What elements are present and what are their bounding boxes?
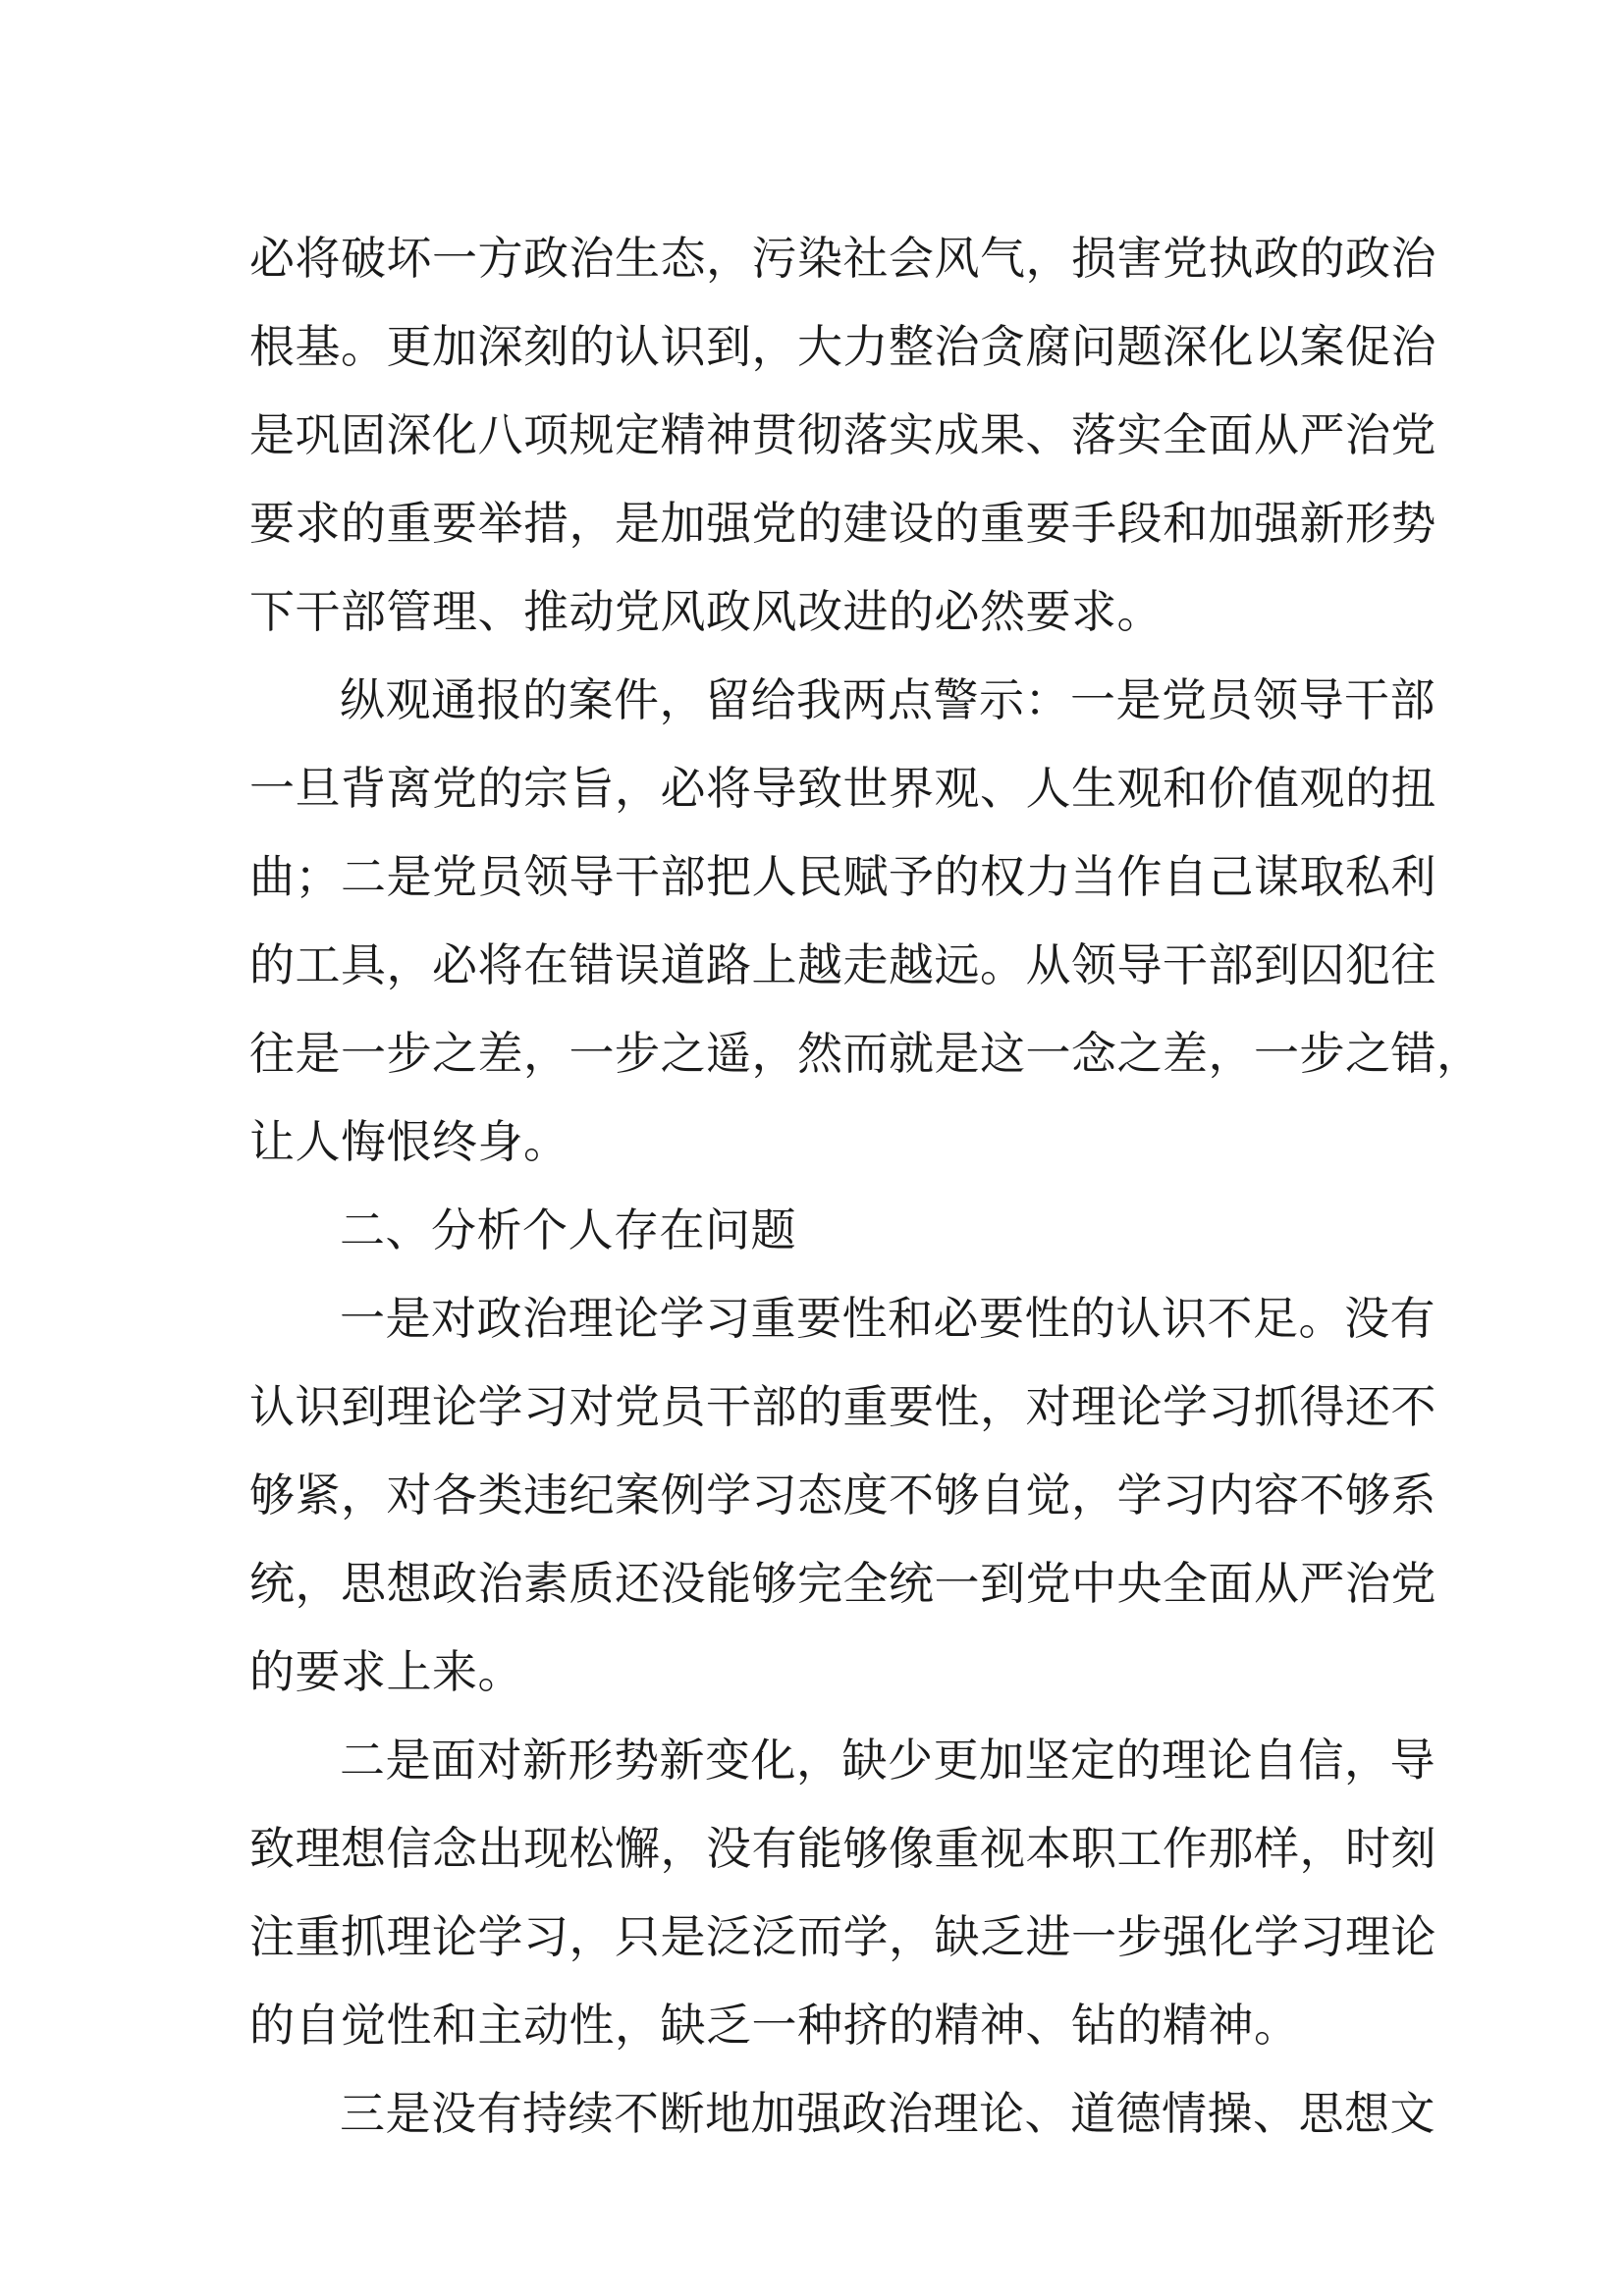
text-line: 的自觉性和主动性，缺乏一种挤的精神、钻的精神。 (249, 1999, 1300, 2052)
text-line: 让人悔恨终身。 (249, 1115, 569, 1168)
text-line: 够紧，对各类违纪案例学习态度不够自觉，学习内容不够系 (249, 1468, 1436, 1522)
text-line: 必将破坏一方政治生态，污染社会风气，损害党执政的政治 (249, 232, 1436, 285)
text-line: 三是没有持续不断地加强政治理论、道德情操、思想文 (340, 2087, 1435, 2140)
text-line: 致理想信念出现松懈，没有能够像重视本职工作那样，时刻 (249, 1822, 1436, 1875)
text-line: 认识到理论学习对党员干部的重要性，对理论学习抓得还不 (249, 1380, 1436, 1433)
text-line: 的工具，必将在错误道路上越走越远。从领导干部到囚犯往 (249, 938, 1436, 991)
text-line: 往是一步之差，一步之遥，然而就是这一念之差，一步之错， (249, 1027, 1483, 1080)
section-heading: 二、分析个人存在问题 (340, 1203, 796, 1256)
text-line: 下干部管理、推动党风政风改进的必然要求。 (249, 585, 1163, 638)
text-line: 一旦背离党的宗旨，必将导致世界观、人生观和价值观的扭 (249, 762, 1436, 815)
text-line: 曲；二是党员领导干部把人民赋予的权力当作自己谋取私利 (249, 850, 1436, 903)
text-line: 根基。更加深刻的认识到，大力整治贪腐问题深化以案促治 (249, 320, 1436, 373)
text-line: 一是对政治理论学习重要性和必要性的认识不足。没有 (340, 1292, 1435, 1345)
text-line: 的要求上来。 (249, 1645, 523, 1698)
text-line: 注重抓理论学习，只是泛泛而学，缺乏进一步强化学习理论 (249, 1910, 1436, 1963)
text-line: 纵观通报的案件，留给我两点警示：一是党员领导干部 (340, 673, 1435, 726)
text-line: 是巩固深化八项规定精神贯彻落实成果、落实全面从严治党 (249, 408, 1436, 461)
text-line: 统，思想政治素质还没能够完全统一到党中央全面从严治党 (249, 1557, 1436, 1610)
text-line: 二是面对新形势新变化，缺少更加坚定的理论自信，导 (340, 1734, 1435, 1787)
text-line: 要求的重要举措，是加强党的建设的重要手段和加强新形势 (249, 497, 1436, 550)
